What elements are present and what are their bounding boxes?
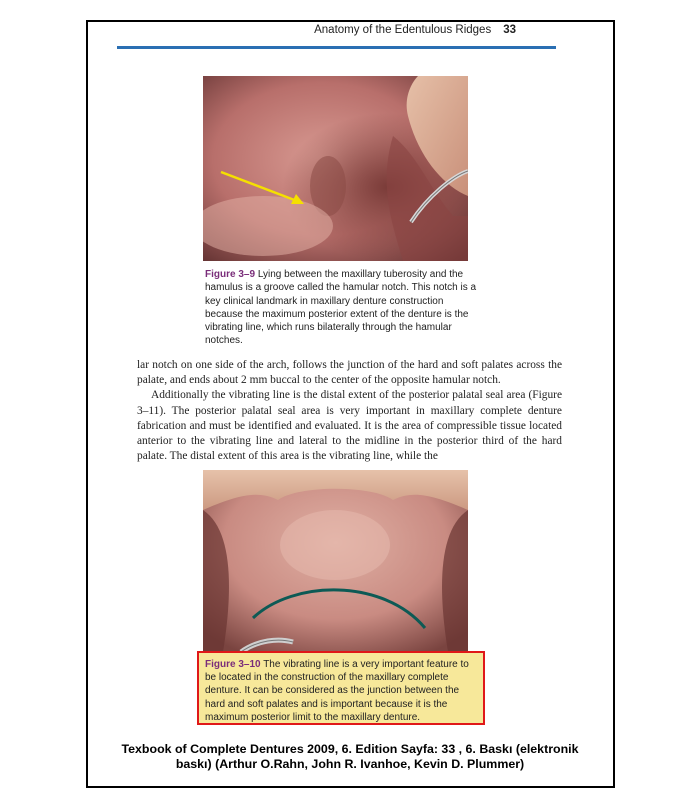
source-citation: [100, 742, 600, 772]
body-text: [137, 358, 562, 464]
vibrating-line-photo: [203, 470, 468, 652]
figure-3-9-label: Figure 3–9: [205, 269, 256, 280]
running-header: [200, 24, 516, 42]
citation-line-1: Texbook of Complete Dentures 2009, 6. Edition Sayfa: 33 , 6. Baskı (elektronik: [121, 742, 579, 756]
header-rule-right: [459, 46, 556, 49]
figure-3-10-highlight-box: [197, 651, 485, 725]
body-paragraph-2: Additionally the vibrating line is the distal extent of the posterior palatal seal area (Figure 3–11). The posterior palatal seal area is very important in maxillary complete denture fabrication and must be identified and evaluated. It is the area of compressible tissue located anterior to the vibrating line and lateral to the midline in the posterior third of the hard palate. The distal extent of this area is the vibrating line, while the: [137, 389, 562, 463]
citation-line-2: baskı) (Arthur O.Rahn, John R. Ivanhoe, Kevin D. Plummer): [175, 757, 525, 771]
figure-3-10-label: Figure 3–10: [205, 659, 261, 670]
figure-3-10-photo: [203, 470, 468, 652]
header-rule: [117, 46, 459, 49]
running-header-title: Anatomy of the Edentulous Ridges: [314, 24, 492, 36]
figure-3-9-text: Lying between the maxillary tuberosity and the hamulus is a groove called the hamular notch. This notch is a key clinical landmark in maxillary denture construction because the maximum posterior extent of the denture is the vibrating line, which runs bilaterally through the hamular notches.: [205, 269, 477, 347]
body-paragraph-1: lar notch on one side of the arch, follows the junction of the hard and soft palates across the palate, and ends about 2 mm buccal to the center of the opposite hamular notch.: [137, 359, 562, 387]
hamular-notch-photo: [203, 76, 468, 261]
figure-3-10-text: The vibrating line is a very important feature to be located in the construction of the maxillary complete denture. It can be considered as the junction between the hard and soft palates and is important because it is the maximum posterior limit to the maxillary denture.: [205, 659, 469, 723]
page-number: 33: [503, 24, 516, 36]
figure-3-9-photo: [203, 76, 468, 261]
figure-3-9-caption: [205, 268, 480, 348]
figure-3-10-caption: [205, 658, 477, 724]
